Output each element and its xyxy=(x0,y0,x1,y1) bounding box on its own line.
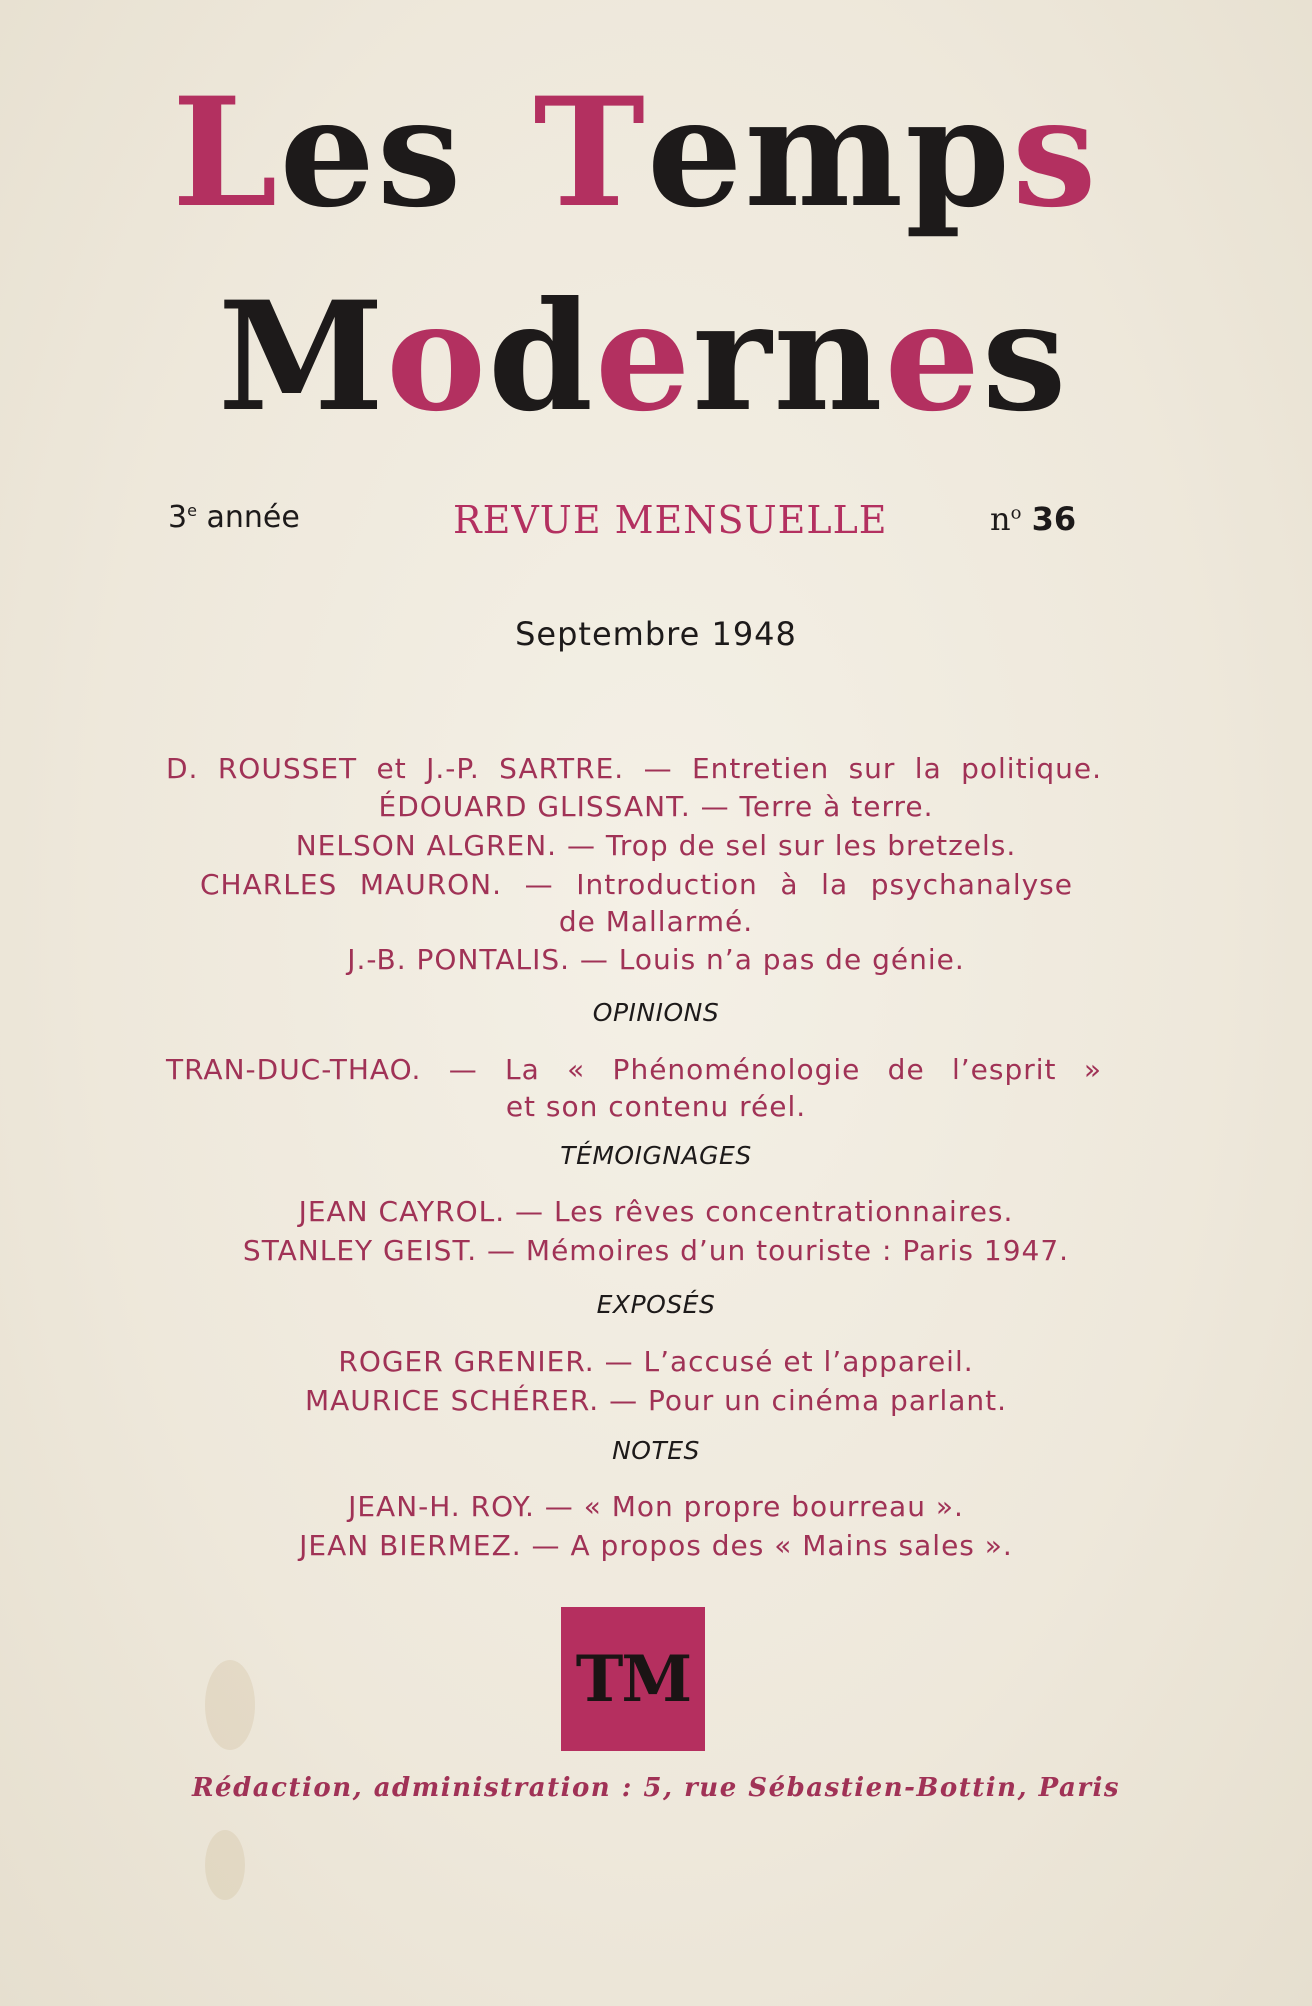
toc-entry: STANLEY GEIST. — Mémoires d’un touriste : Paris 1947. xyxy=(242,1234,1070,1267)
toc-entry: de Mallarmé. xyxy=(558,905,754,938)
issue-date: Septembre 1948 xyxy=(515,615,797,653)
issue-prefix: n xyxy=(990,500,1011,538)
year-text: année xyxy=(206,500,300,535)
toc-entry: J.-B. PONTALIS. — Louis n’a pas de génie. xyxy=(347,943,965,976)
masthead-letter: e xyxy=(884,269,982,445)
tm-logo: TM xyxy=(561,1607,705,1751)
masthead-letter: rn xyxy=(692,269,885,445)
masthead-letter: es xyxy=(279,65,464,241)
masthead-letter: e xyxy=(595,269,693,445)
section-opinions: OPINIONS xyxy=(592,998,720,1027)
toc-entry: NELSON ALGREN. — Trop de sel sur les bretzels. xyxy=(295,829,1017,862)
masthead-letter: p xyxy=(905,65,1013,241)
toc-entry: D. ROUSSET et J.-P. SARTRE. — Entretien sur la politique. xyxy=(166,752,1102,785)
revue-mensuelle-label: REVUE MENSUELLE xyxy=(453,498,888,542)
masthead-line-2 xyxy=(218,269,1069,445)
masthead-letter: T xyxy=(533,65,647,241)
section-temoignages: TÉMOIGNAGES xyxy=(560,1141,752,1170)
paper-stain xyxy=(205,1830,245,1900)
toc-entry: ROGER GRENIER. — L’accusé et l’appareil. xyxy=(338,1345,974,1378)
masthead-letter: s xyxy=(1012,65,1099,241)
year-number: 3 xyxy=(168,500,188,535)
footer-address: Rédaction, administration : 5, rue Sébastien-Bottin, Paris xyxy=(191,1773,1121,1803)
toc-entry: JEAN BIERMEZ. — A propos des « Mains sales ». xyxy=(299,1529,1013,1562)
masthead-letter: o xyxy=(386,269,489,445)
issue-number xyxy=(990,500,1076,538)
toc-entry: JEAN CAYROL. — Les rêves concentrationnaires. xyxy=(298,1195,1014,1228)
masthead-letter: d xyxy=(488,269,595,445)
year-superscript: e xyxy=(187,501,197,520)
toc-entry: JEAN-H. ROY. — « Mon propre bourreau ». xyxy=(348,1490,964,1523)
issue-number-value: 36 xyxy=(1031,500,1077,538)
toc-entry: TRAN-DUC-THAO. — La « Phénoménologie de l’esprit » xyxy=(166,1053,1102,1086)
section-exposes: EXPOSÉS xyxy=(596,1290,716,1319)
paper-stain xyxy=(205,1660,255,1750)
masthead-letter: L xyxy=(172,65,280,241)
issue-superscript: o xyxy=(1010,502,1022,524)
masthead-line-1 xyxy=(172,65,1099,241)
masthead-letter: em xyxy=(646,65,906,241)
toc-entry: MAURICE SCHÉRER. — Pour un cinéma parlant. xyxy=(304,1384,1008,1417)
toc-entry: et son contenu réel. xyxy=(505,1090,807,1123)
section-notes: NOTES xyxy=(612,1436,700,1465)
masthead-letter: s xyxy=(981,269,1069,445)
masthead-letter: M xyxy=(218,269,387,445)
toc-entry: CHARLES MAURON. — Introduction à la psychanalyse xyxy=(200,868,1073,901)
toc-entry: ÉDOUARD GLISSANT. — Terre à terre. xyxy=(378,790,934,823)
year-label xyxy=(168,500,300,535)
